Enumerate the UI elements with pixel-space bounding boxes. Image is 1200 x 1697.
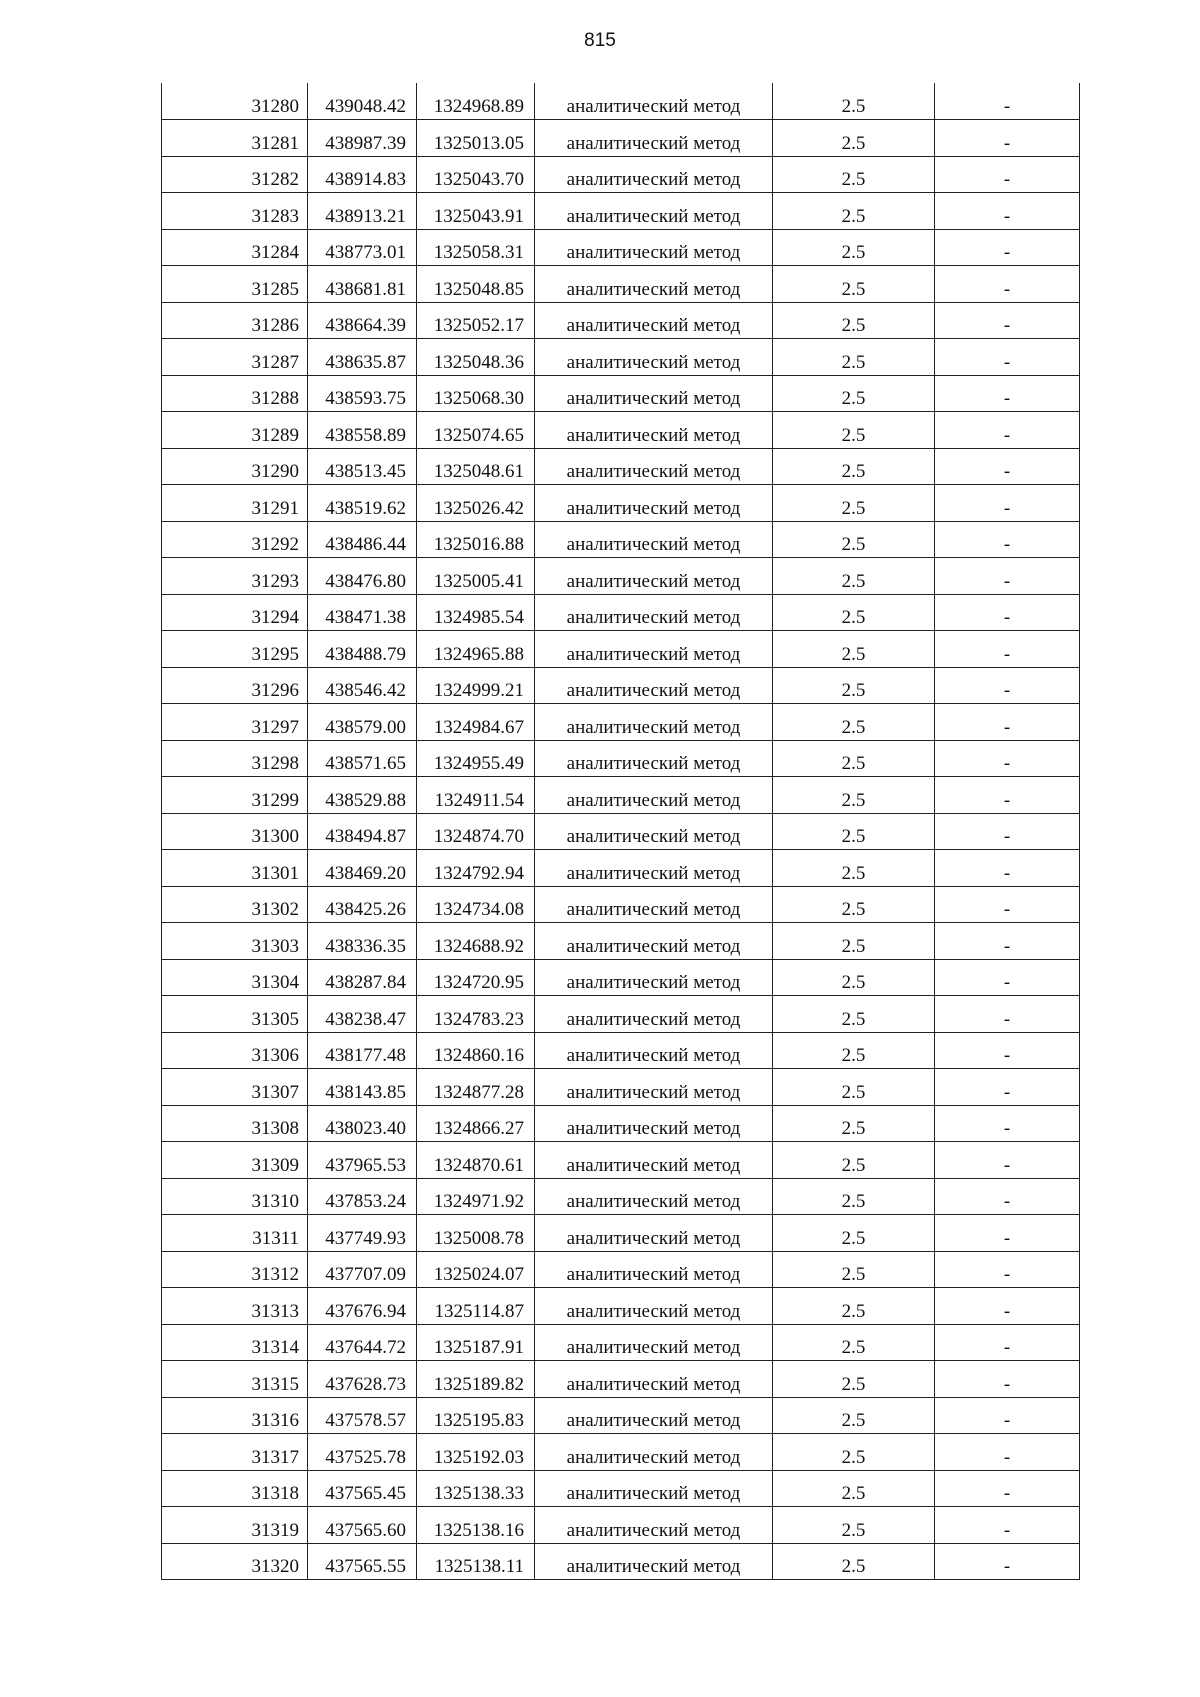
- note-cell: -: [935, 631, 1080, 668]
- accuracy-cell: 2.5: [773, 1324, 935, 1361]
- method-cell: аналитический метод: [535, 667, 773, 704]
- accuracy-cell: 2.5: [773, 302, 935, 339]
- method-cell: аналитический метод: [535, 558, 773, 595]
- x-coordinate-cell: 438519.62: [308, 485, 417, 522]
- point-number-cell: 31294: [162, 594, 308, 631]
- table-row: [162, 1142, 1080, 1179]
- point-number-cell: 31318: [162, 1470, 308, 1507]
- point-number-cell: 31311: [162, 1215, 308, 1252]
- x-coordinate-cell: 437578.57: [308, 1397, 417, 1434]
- method-cell: аналитический метод: [535, 813, 773, 850]
- point-number-cell: 31287: [162, 339, 308, 376]
- x-coordinate-cell: 437749.93: [308, 1215, 417, 1252]
- point-number-cell: 31300: [162, 813, 308, 850]
- table-row: [162, 521, 1080, 558]
- method-cell: аналитический метод: [535, 83, 773, 120]
- method-cell: аналитический метод: [535, 485, 773, 522]
- point-number-cell: 31314: [162, 1324, 308, 1361]
- x-coordinate-cell: 438579.00: [308, 704, 417, 741]
- y-coordinate-cell: 1324955.49: [417, 740, 535, 777]
- method-cell: аналитический метод: [535, 193, 773, 230]
- y-coordinate-cell: 1324874.70: [417, 813, 535, 850]
- accuracy-cell: 2.5: [773, 229, 935, 266]
- table-row: [162, 704, 1080, 741]
- note-cell: -: [935, 704, 1080, 741]
- table-row: [162, 120, 1080, 157]
- y-coordinate-cell: 1325043.70: [417, 156, 535, 193]
- table-row: [162, 1251, 1080, 1288]
- method-cell: аналитический метод: [535, 1507, 773, 1544]
- table-row: [162, 959, 1080, 996]
- accuracy-cell: 2.5: [773, 1215, 935, 1252]
- method-cell: аналитический метод: [535, 448, 773, 485]
- note-cell: -: [935, 1361, 1080, 1398]
- note-cell: -: [935, 339, 1080, 376]
- note-cell: -: [935, 120, 1080, 157]
- table-row: [162, 339, 1080, 376]
- table-row: [162, 375, 1080, 412]
- note-cell: -: [935, 1324, 1080, 1361]
- note-cell: -: [935, 558, 1080, 595]
- accuracy-cell: 2.5: [773, 521, 935, 558]
- accuracy-cell: 2.5: [773, 777, 935, 814]
- y-coordinate-cell: 1324720.95: [417, 959, 535, 996]
- method-cell: аналитический метод: [535, 996, 773, 1033]
- table-row: [162, 1434, 1080, 1471]
- y-coordinate-cell: 1325189.82: [417, 1361, 535, 1398]
- point-number-cell: 31299: [162, 777, 308, 814]
- y-coordinate-cell: 1325048.61: [417, 448, 535, 485]
- method-cell: аналитический метод: [535, 959, 773, 996]
- table-row: [162, 1288, 1080, 1325]
- point-number-cell: 31283: [162, 193, 308, 230]
- x-coordinate-cell: 438914.83: [308, 156, 417, 193]
- x-coordinate-cell: 437853.24: [308, 1178, 417, 1215]
- table-row: [162, 266, 1080, 303]
- y-coordinate-cell: 1325026.42: [417, 485, 535, 522]
- accuracy-cell: 2.5: [773, 412, 935, 449]
- x-coordinate-cell: 438529.88: [308, 777, 417, 814]
- y-coordinate-cell: 1325114.87: [417, 1288, 535, 1325]
- x-coordinate-cell: 439048.42: [308, 83, 417, 120]
- note-cell: -: [935, 923, 1080, 960]
- x-coordinate-cell: 438593.75: [308, 375, 417, 412]
- point-number-cell: 31280: [162, 83, 308, 120]
- accuracy-cell: 2.5: [773, 339, 935, 376]
- table-row: [162, 412, 1080, 449]
- accuracy-cell: 2.5: [773, 631, 935, 668]
- method-cell: аналитический метод: [535, 521, 773, 558]
- method-cell: аналитический метод: [535, 1361, 773, 1398]
- x-coordinate-cell: 438336.35: [308, 923, 417, 960]
- x-coordinate-cell: 437565.60: [308, 1507, 417, 1544]
- table-row: [162, 83, 1080, 120]
- note-cell: -: [935, 996, 1080, 1033]
- x-coordinate-cell: 438287.84: [308, 959, 417, 996]
- x-coordinate-cell: 437644.72: [308, 1324, 417, 1361]
- accuracy-cell: 2.5: [773, 886, 935, 923]
- table-row: [162, 558, 1080, 595]
- method-cell: аналитический метод: [535, 229, 773, 266]
- method-cell: аналитический метод: [535, 1215, 773, 1252]
- point-number-cell: 31310: [162, 1178, 308, 1215]
- note-cell: -: [935, 594, 1080, 631]
- note-cell: -: [935, 1470, 1080, 1507]
- method-cell: аналитический метод: [535, 1470, 773, 1507]
- table-row: [162, 594, 1080, 631]
- note-cell: -: [935, 667, 1080, 704]
- method-cell: аналитический метод: [535, 1324, 773, 1361]
- accuracy-cell: 2.5: [773, 1105, 935, 1142]
- point-number-cell: 31319: [162, 1507, 308, 1544]
- point-number-cell: 31293: [162, 558, 308, 595]
- y-coordinate-cell: 1324911.54: [417, 777, 535, 814]
- method-cell: аналитический метод: [535, 339, 773, 376]
- note-cell: -: [935, 156, 1080, 193]
- note-cell: -: [935, 83, 1080, 120]
- point-number-cell: 31295: [162, 631, 308, 668]
- note-cell: -: [935, 1507, 1080, 1544]
- y-coordinate-cell: 1325005.41: [417, 558, 535, 595]
- method-cell: аналитический метод: [535, 704, 773, 741]
- accuracy-cell: 2.5: [773, 375, 935, 412]
- x-coordinate-cell: 438664.39: [308, 302, 417, 339]
- accuracy-cell: 2.5: [773, 1032, 935, 1069]
- accuracy-cell: 2.5: [773, 923, 935, 960]
- method-cell: аналитический метод: [535, 1434, 773, 1471]
- table-row: [162, 813, 1080, 850]
- y-coordinate-cell: 1325138.33: [417, 1470, 535, 1507]
- note-cell: -: [935, 193, 1080, 230]
- table-row: [162, 1178, 1080, 1215]
- page-number: 815: [584, 30, 616, 51]
- accuracy-cell: 2.5: [773, 120, 935, 157]
- table-row: [162, 156, 1080, 193]
- point-number-cell: 31297: [162, 704, 308, 741]
- method-cell: аналитический метод: [535, 1142, 773, 1179]
- accuracy-cell: 2.5: [773, 594, 935, 631]
- x-coordinate-cell: 438635.87: [308, 339, 417, 376]
- x-coordinate-cell: 438238.47: [308, 996, 417, 1033]
- x-coordinate-cell: 438546.42: [308, 667, 417, 704]
- accuracy-cell: 2.5: [773, 1288, 935, 1325]
- method-cell: аналитический метод: [535, 886, 773, 923]
- accuracy-cell: 2.5: [773, 83, 935, 120]
- method-cell: аналитический метод: [535, 120, 773, 157]
- x-coordinate-cell: 438913.21: [308, 193, 417, 230]
- point-number-cell: 31282: [162, 156, 308, 193]
- note-cell: -: [935, 1397, 1080, 1434]
- accuracy-cell: 2.5: [773, 667, 935, 704]
- x-coordinate-cell: 438177.48: [308, 1032, 417, 1069]
- y-coordinate-cell: 1325024.07: [417, 1251, 535, 1288]
- y-coordinate-cell: 1325138.11: [417, 1543, 535, 1580]
- x-coordinate-cell: 437565.45: [308, 1470, 417, 1507]
- note-cell: -: [935, 1288, 1080, 1325]
- accuracy-cell: 2.5: [773, 1397, 935, 1434]
- note-cell: -: [935, 1215, 1080, 1252]
- y-coordinate-cell: 1325192.03: [417, 1434, 535, 1471]
- point-number-cell: 31301: [162, 850, 308, 887]
- point-number-cell: 31317: [162, 1434, 308, 1471]
- y-coordinate-cell: 1324783.23: [417, 996, 535, 1033]
- accuracy-cell: 2.5: [773, 1543, 935, 1580]
- accuracy-cell: 2.5: [773, 1434, 935, 1471]
- note-cell: -: [935, 229, 1080, 266]
- accuracy-cell: 2.5: [773, 850, 935, 887]
- table-row: [162, 229, 1080, 266]
- table-row: [162, 1069, 1080, 1106]
- accuracy-cell: 2.5: [773, 558, 935, 595]
- y-coordinate-cell: 1324965.88: [417, 631, 535, 668]
- method-cell: аналитический метод: [535, 740, 773, 777]
- accuracy-cell: 2.5: [773, 1069, 935, 1106]
- method-cell: аналитический метод: [535, 302, 773, 339]
- point-number-cell: 31281: [162, 120, 308, 157]
- x-coordinate-cell: 438513.45: [308, 448, 417, 485]
- point-number-cell: 31296: [162, 667, 308, 704]
- accuracy-cell: 2.5: [773, 156, 935, 193]
- method-cell: аналитический метод: [535, 777, 773, 814]
- y-coordinate-cell: 1325187.91: [417, 1324, 535, 1361]
- accuracy-cell: 2.5: [773, 1361, 935, 1398]
- note-cell: -: [935, 1434, 1080, 1471]
- x-coordinate-cell: 438494.87: [308, 813, 417, 850]
- y-coordinate-cell: 1325138.16: [417, 1507, 535, 1544]
- x-coordinate-cell: 438143.85: [308, 1069, 417, 1106]
- method-cell: аналитический метод: [535, 631, 773, 668]
- table-row: [162, 1032, 1080, 1069]
- x-coordinate-cell: 437628.73: [308, 1361, 417, 1398]
- note-cell: -: [935, 813, 1080, 850]
- note-cell: -: [935, 1142, 1080, 1179]
- accuracy-cell: 2.5: [773, 1507, 935, 1544]
- table-row: [162, 485, 1080, 522]
- point-number-cell: 31306: [162, 1032, 308, 1069]
- y-coordinate-cell: 1324866.27: [417, 1105, 535, 1142]
- point-number-cell: 31298: [162, 740, 308, 777]
- y-coordinate-cell: 1325195.83: [417, 1397, 535, 1434]
- method-cell: аналитический метод: [535, 412, 773, 449]
- x-coordinate-cell: 438469.20: [308, 850, 417, 887]
- y-coordinate-cell: 1325013.05: [417, 120, 535, 157]
- note-cell: -: [935, 302, 1080, 339]
- method-cell: аналитический метод: [535, 266, 773, 303]
- y-coordinate-cell: 1325048.85: [417, 266, 535, 303]
- y-coordinate-cell: 1324877.28: [417, 1069, 535, 1106]
- accuracy-cell: 2.5: [773, 813, 935, 850]
- accuracy-cell: 2.5: [773, 959, 935, 996]
- y-coordinate-cell: 1325052.17: [417, 302, 535, 339]
- x-coordinate-cell: 438773.01: [308, 229, 417, 266]
- method-cell: аналитический метод: [535, 156, 773, 193]
- point-number-cell: 31308: [162, 1105, 308, 1142]
- note-cell: -: [935, 1032, 1080, 1069]
- note-cell: -: [935, 1105, 1080, 1142]
- note-cell: -: [935, 740, 1080, 777]
- note-cell: -: [935, 521, 1080, 558]
- point-number-cell: 31289: [162, 412, 308, 449]
- point-number-cell: 31305: [162, 996, 308, 1033]
- x-coordinate-cell: 438571.65: [308, 740, 417, 777]
- table-row: [162, 886, 1080, 923]
- x-coordinate-cell: 438486.44: [308, 521, 417, 558]
- y-coordinate-cell: 1324734.08: [417, 886, 535, 923]
- x-coordinate-cell: 438023.40: [308, 1105, 417, 1142]
- accuracy-cell: 2.5: [773, 996, 935, 1033]
- y-coordinate-cell: 1325043.91: [417, 193, 535, 230]
- table-row: [162, 850, 1080, 887]
- table-row: [162, 1543, 1080, 1580]
- y-coordinate-cell: 1324984.67: [417, 704, 535, 741]
- method-cell: аналитический метод: [535, 1032, 773, 1069]
- method-cell: аналитический метод: [535, 1105, 773, 1142]
- table-row: [162, 667, 1080, 704]
- method-cell: аналитический метод: [535, 1069, 773, 1106]
- point-number-cell: 31315: [162, 1361, 308, 1398]
- point-number-cell: 31303: [162, 923, 308, 960]
- table-row: [162, 777, 1080, 814]
- accuracy-cell: 2.5: [773, 1142, 935, 1179]
- table-row: [162, 923, 1080, 960]
- point-number-cell: 31302: [162, 886, 308, 923]
- y-coordinate-cell: 1324968.89: [417, 83, 535, 120]
- point-number-cell: 31291: [162, 485, 308, 522]
- point-number-cell: 31285: [162, 266, 308, 303]
- table-row: [162, 1470, 1080, 1507]
- table-row: [162, 302, 1080, 339]
- point-number-cell: 31304: [162, 959, 308, 996]
- note-cell: -: [935, 266, 1080, 303]
- table-row: [162, 1215, 1080, 1252]
- coordinates-table: [161, 83, 1080, 1580]
- note-cell: -: [935, 777, 1080, 814]
- y-coordinate-cell: 1324792.94: [417, 850, 535, 887]
- note-cell: -: [935, 375, 1080, 412]
- accuracy-cell: 2.5: [773, 1178, 935, 1215]
- table-row: [162, 996, 1080, 1033]
- x-coordinate-cell: 437565.55: [308, 1543, 417, 1580]
- accuracy-cell: 2.5: [773, 1470, 935, 1507]
- y-coordinate-cell: 1325058.31: [417, 229, 535, 266]
- point-number-cell: 31312: [162, 1251, 308, 1288]
- method-cell: аналитический метод: [535, 1251, 773, 1288]
- y-coordinate-cell: 1325008.78: [417, 1215, 535, 1252]
- point-number-cell: 31292: [162, 521, 308, 558]
- accuracy-cell: 2.5: [773, 193, 935, 230]
- note-cell: -: [935, 1069, 1080, 1106]
- note-cell: -: [935, 1178, 1080, 1215]
- coordinates-table-body: [162, 83, 1080, 1580]
- method-cell: аналитический метод: [535, 1397, 773, 1434]
- table-row: [162, 740, 1080, 777]
- y-coordinate-cell: 1325016.88: [417, 521, 535, 558]
- y-coordinate-cell: 1325048.36: [417, 339, 535, 376]
- point-number-cell: 31286: [162, 302, 308, 339]
- method-cell: аналитический метод: [535, 850, 773, 887]
- y-coordinate-cell: 1324999.21: [417, 667, 535, 704]
- point-number-cell: 31309: [162, 1142, 308, 1179]
- accuracy-cell: 2.5: [773, 704, 935, 741]
- method-cell: аналитический метод: [535, 1288, 773, 1325]
- x-coordinate-cell: 437525.78: [308, 1434, 417, 1471]
- point-number-cell: 31290: [162, 448, 308, 485]
- table-row: [162, 448, 1080, 485]
- method-cell: аналитический метод: [535, 1178, 773, 1215]
- accuracy-cell: 2.5: [773, 448, 935, 485]
- x-coordinate-cell: 437676.94: [308, 1288, 417, 1325]
- table-row: [162, 193, 1080, 230]
- point-number-cell: 31284: [162, 229, 308, 266]
- note-cell: -: [935, 1543, 1080, 1580]
- method-cell: аналитический метод: [535, 923, 773, 960]
- point-number-cell: 31320: [162, 1543, 308, 1580]
- y-coordinate-cell: 1324971.92: [417, 1178, 535, 1215]
- x-coordinate-cell: 438681.81: [308, 266, 417, 303]
- note-cell: -: [935, 485, 1080, 522]
- table-row: [162, 1324, 1080, 1361]
- point-number-cell: 31307: [162, 1069, 308, 1106]
- x-coordinate-cell: 438425.26: [308, 886, 417, 923]
- method-cell: аналитический метод: [535, 375, 773, 412]
- table-row: [162, 1105, 1080, 1142]
- table-row: [162, 631, 1080, 668]
- table-row: [162, 1361, 1080, 1398]
- accuracy-cell: 2.5: [773, 485, 935, 522]
- accuracy-cell: 2.5: [773, 740, 935, 777]
- note-cell: -: [935, 959, 1080, 996]
- y-coordinate-cell: 1325074.65: [417, 412, 535, 449]
- x-coordinate-cell: 438558.89: [308, 412, 417, 449]
- table-row: [162, 1397, 1080, 1434]
- method-cell: аналитический метод: [535, 594, 773, 631]
- x-coordinate-cell: 438471.38: [308, 594, 417, 631]
- point-number-cell: 31316: [162, 1397, 308, 1434]
- x-coordinate-cell: 438476.80: [308, 558, 417, 595]
- note-cell: -: [935, 850, 1080, 887]
- table-row: [162, 1507, 1080, 1544]
- point-number-cell: 31313: [162, 1288, 308, 1325]
- note-cell: -: [935, 412, 1080, 449]
- x-coordinate-cell: 438488.79: [308, 631, 417, 668]
- method-cell: аналитический метод: [535, 1543, 773, 1580]
- note-cell: -: [935, 886, 1080, 923]
- y-coordinate-cell: 1324870.61: [417, 1142, 535, 1179]
- point-number-cell: 31288: [162, 375, 308, 412]
- y-coordinate-cell: 1324860.16: [417, 1032, 535, 1069]
- y-coordinate-cell: 1324985.54: [417, 594, 535, 631]
- x-coordinate-cell: 437707.09: [308, 1251, 417, 1288]
- x-coordinate-cell: 437965.53: [308, 1142, 417, 1179]
- x-coordinate-cell: 438987.39: [308, 120, 417, 157]
- accuracy-cell: 2.5: [773, 266, 935, 303]
- note-cell: -: [935, 448, 1080, 485]
- note-cell: -: [935, 1251, 1080, 1288]
- y-coordinate-cell: 1324688.92: [417, 923, 535, 960]
- accuracy-cell: 2.5: [773, 1251, 935, 1288]
- y-coordinate-cell: 1325068.30: [417, 375, 535, 412]
